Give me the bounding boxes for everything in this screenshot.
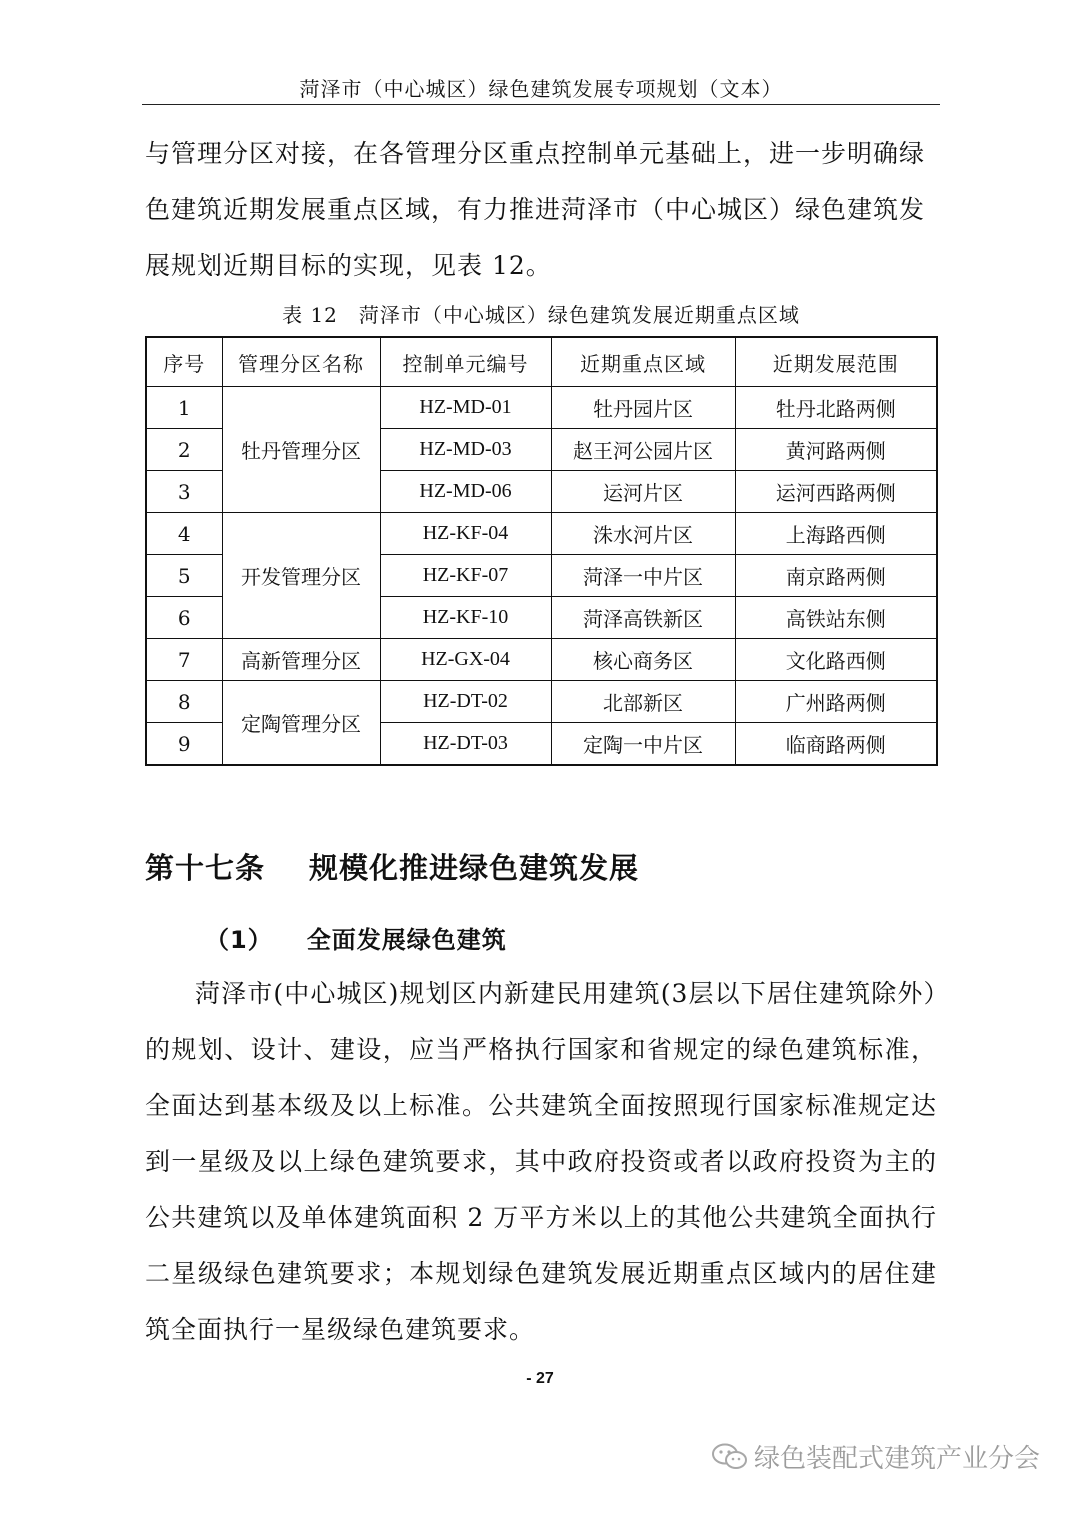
header-rule (142, 104, 940, 105)
row-no: 2 (146, 429, 222, 471)
key-area: 运河片区 (551, 471, 735, 513)
unit-code: HZ-MD-06 (380, 471, 551, 513)
header-range: 近期发展范围 (735, 337, 937, 387)
subsection-number: （1） (205, 926, 273, 954)
zone-cell: 牡丹管理分区 (222, 387, 380, 513)
article-title: 规模化推进绿色建筑发展 (309, 851, 640, 885)
zone-cell: 开发管理分区 (222, 513, 380, 639)
zone-cell: 高新管理分区 (222, 639, 380, 681)
article-heading (145, 846, 639, 887)
key-area: 洙水河片区 (551, 513, 735, 555)
table-row (146, 513, 937, 555)
unit-code: HZ-GX-04 (380, 639, 551, 681)
row-no: 7 (146, 639, 222, 681)
dev-range: 广州路两侧 (735, 681, 937, 723)
subsection-heading (205, 920, 507, 955)
key-area: 赵王河公园片区 (551, 429, 735, 471)
table-caption: 表 12 菏泽市（中心城区）绿色建筑发展近期重点区域 (282, 303, 800, 327)
dev-range: 黄河路两侧 (735, 429, 937, 471)
table-row (146, 387, 937, 429)
dev-range: 牡丹北路两侧 (735, 387, 937, 429)
row-no: 3 (146, 471, 222, 513)
watermark-text: 绿色装配式建筑产业分会 (754, 1444, 1041, 1474)
unit-code: HZ-DT-02 (380, 681, 551, 723)
article-number: 第十七条 (145, 851, 266, 885)
row-no: 5 (146, 555, 222, 597)
row-no: 9 (146, 723, 222, 766)
body-paragraph: 菏泽市(中心城区)规划区内新建民用建筑(3层以下居住建筑除外）的规划、设计、建设，应当严格执行国家和省规定的绿色建筑标准，全面达到基本级及以上标准。公共建筑全面按照现行国家标准规定达到一星级及以上绿色建筑要求，其中政府投资或者以政府投资为主的公共建筑以及单体建筑面积 2 万平方米以上的其他公共建筑全面执行二星级绿色建筑要求；本规划绿色建筑发展近期重点区域内的居住建筑全面执行一星级绿色建筑要求。 (145, 979, 937, 1344)
table-row (146, 639, 937, 681)
key-area: 核心商务区 (551, 639, 735, 681)
dev-range: 运河西路两侧 (735, 471, 937, 513)
dev-range: 临商路两侧 (735, 723, 937, 766)
row-no: 1 (146, 387, 222, 429)
subsection-title: 全面发展绿色建筑 (306, 926, 507, 954)
key-areas-table (145, 336, 938, 766)
header-code: 控制单元编号 (380, 337, 551, 387)
watermark (710, 1438, 1040, 1475)
dev-range: 高铁站东侧 (735, 597, 937, 639)
unit-code: HZ-KF-10 (380, 597, 551, 639)
row-no: 4 (146, 513, 222, 555)
key-area: 菏泽高铁新区 (551, 597, 735, 639)
page-number: - 27 (526, 1370, 554, 1387)
unit-code: HZ-MD-03 (380, 429, 551, 471)
key-area: 北部新区 (551, 681, 735, 723)
unit-code: HZ-DT-03 (380, 723, 551, 766)
table-row (146, 681, 937, 723)
zone-cell: 定陶管理分区 (222, 681, 380, 766)
row-no: 8 (146, 681, 222, 723)
intro-paragraph: 与管理分区对接，在各管理分区重点控制单元基础上，进一步明确绿色建筑近期发展重点区域，有力推进菏泽市（中心城区）绿色建筑发展规划近期目标的实现，见表 12。 (145, 139, 926, 280)
key-area: 定陶一中片区 (551, 723, 735, 766)
row-no: 6 (146, 597, 222, 639)
key-area: 牡丹园片区 (551, 387, 735, 429)
dev-range: 上海路西侧 (735, 513, 937, 555)
wechat-icon (710, 1442, 750, 1472)
dev-range: 南京路两侧 (735, 555, 937, 597)
header-zone: 管理分区名称 (222, 337, 380, 387)
page-header-title: 菏泽市（中心城区）绿色建筑发展专项规划（文本） (299, 77, 783, 101)
unit-code: HZ-KF-04 (380, 513, 551, 555)
header-area: 近期重点区域 (551, 337, 735, 387)
header-no: 序号 (146, 337, 222, 387)
key-area: 菏泽一中片区 (551, 555, 735, 597)
dev-range: 文化路西侧 (735, 639, 937, 681)
unit-code: HZ-KF-07 (380, 555, 551, 597)
table-header-row (146, 337, 937, 387)
unit-code: HZ-MD-01 (380, 387, 551, 429)
